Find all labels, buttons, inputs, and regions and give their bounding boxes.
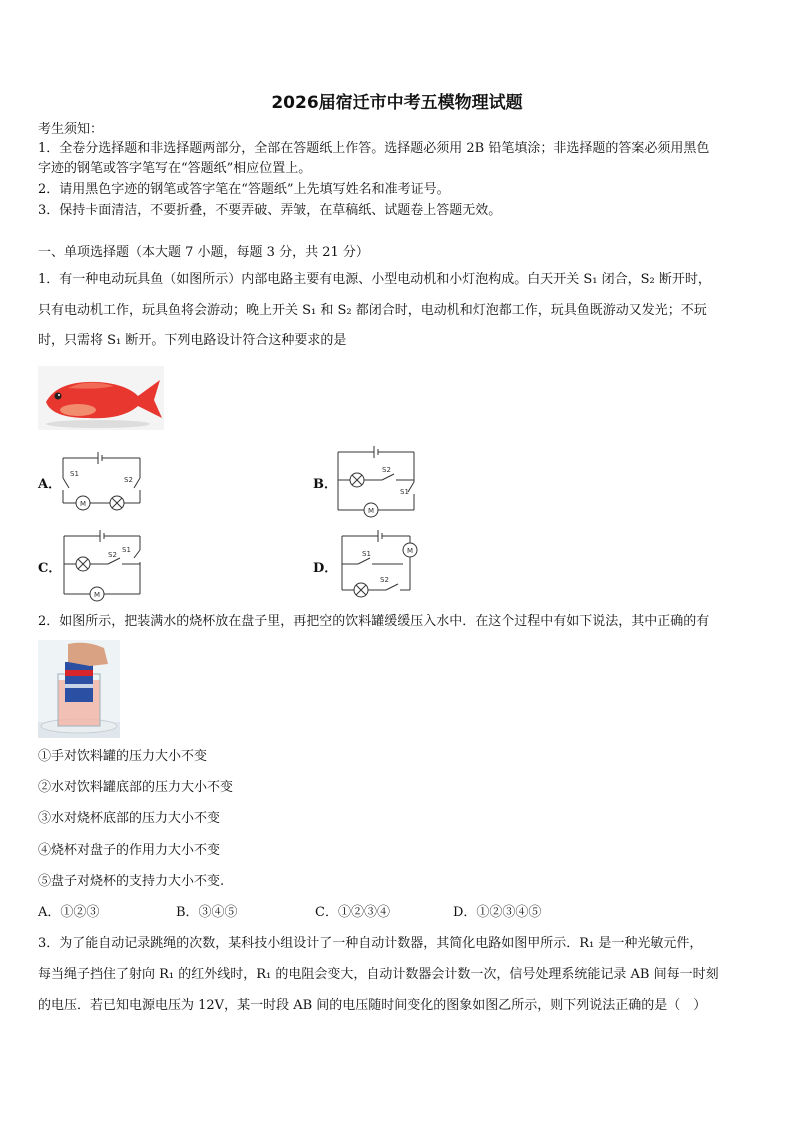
circuit-d-s1: S1 [362, 550, 371, 558]
circuit-d-diagram [336, 528, 426, 606]
circuit-b-s2: S2 [382, 466, 391, 474]
notice-heading: 考生须知： [38, 122, 104, 137]
q3-line: 的电压．若已知电源电压为 12V，某一时段 AB 间的电压随时间变化的图象如图乙所示，则下列说法正确的是（ ） [38, 998, 707, 1013]
q2-choice-d: D．①②③④⑤ [453, 905, 542, 920]
q2-statement: ⑤盘子对烧杯的支持力大小不变. [38, 874, 225, 889]
q2-statement: ①手对饮料罐的压力大小不变 [38, 749, 208, 764]
option-d-label: D． [313, 561, 338, 576]
notice-item: 2．请用黑色字迹的钢笔或答字笔在“答题纸”上先填写姓名和准考证号。 [38, 182, 450, 197]
q1-line: 时，只需将 S₁ 断开。下列电路设计符合这种要求的是 [38, 333, 347, 348]
q2-choice-a: A．①②③ [38, 905, 100, 920]
circuit-a-diagram [58, 448, 148, 518]
circuit-a-s2: S2 [124, 476, 133, 484]
circuit-c-motor: M [94, 591, 101, 599]
q2-statement: ③水对烧杯底部的压力大小不变 [38, 811, 221, 826]
notice-item: 3．保持卡面清洁，不要折叠，不要弄破、弄皱，在草稿纸、试题卷上答题无效。 [38, 203, 502, 218]
circuit-b-diagram [332, 442, 422, 522]
circuit-d-motor: M [407, 547, 414, 555]
q3-line: 每当绳子挡住了射向 R₁ 的红外线时，R₁ 的电阻会变大，自动计数器会计数一次，信号处理系统能记录 AB 间每一时刻 [38, 967, 719, 982]
circuit-a-s1: S1 [70, 470, 79, 478]
q2-statement: ②水对饮料罐底部的压力大小不变 [38, 780, 234, 795]
q1-line: 只有电动机工作，玩具鱼将会游动；晚上开关 S₁ 和 S₂ 都闭合时，电动机和灯泡都工作，玩具鱼既游动又发光；不玩 [38, 303, 707, 318]
section-heading: 一、单项选择题（本大题 7 小题，每题 3 分，共 21 分） [38, 245, 369, 260]
circuit-c-diagram [58, 526, 148, 606]
circuit-b-s1: S1 [400, 488, 409, 496]
q1-line: 1．有一种电动玩具鱼（如图所示）内部电路主要有电源、小型电动机和小灯泡构成。白天开关 S₁ 闭合，S₂ 断开时， [38, 272, 711, 287]
notice-item: 1．全卷分选择题和非选择题两部分，全部在答题纸上作答。选择题必须用 2B 铅笔填涂；非选择题的答案必须用黑色 [38, 141, 710, 156]
circuit-a-motor: M [80, 500, 87, 508]
q2-choice-c: C．①②③④ [315, 905, 390, 920]
beaker-can-image [38, 640, 120, 738]
q2-stem: 2．如图所示，把装满水的烧杯放在盘子里，再把空的饮料罐缓缓压入水中．在这个过程中有如下说法，其中正确的有 [38, 614, 710, 629]
page-title: 2026届宿迁市中考五模物理试题 [271, 93, 523, 113]
q3-line: 3．为了能自动记录跳绳的次数，某科技小组设计了一种自动计数器，其简化电路如图甲所示．R₁ 是一种光敏元件， [38, 936, 703, 951]
circuit-c-s1: S1 [122, 546, 131, 554]
toy-fish-image [38, 366, 164, 430]
circuit-c-s2: S2 [108, 551, 117, 559]
q2-statement: ④烧杯对盘子的作用力大小不变 [38, 843, 221, 858]
option-a-label: A． [38, 477, 62, 492]
notice-item: 字迹的钢笔或答字笔写在“答题纸”相应位置上。 [38, 161, 312, 176]
circuit-d-s2: S2 [380, 576, 389, 584]
q2-choice-b: B．③④⑤ [176, 905, 238, 920]
option-c-label: C． [38, 561, 62, 576]
circuit-b-motor: M [368, 507, 375, 515]
option-b-label: B． [313, 477, 337, 492]
